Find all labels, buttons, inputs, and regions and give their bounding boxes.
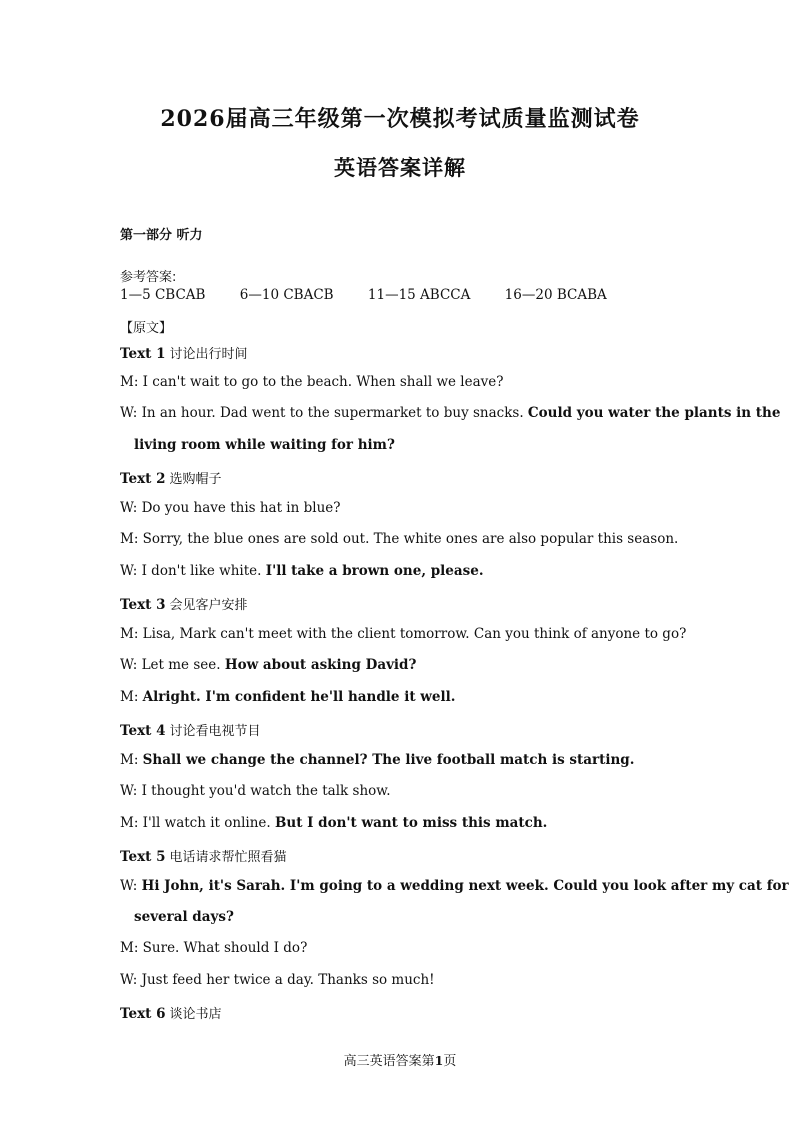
exam-title: 2026届高三年级第一次模拟考试质量监测试卷: [160, 106, 640, 132]
answer-group: 11—15 ABCCA: [367, 287, 471, 303]
dialogue-line: M: Sorry, the blue ones are sold out. The white ones are also popular this season.: [120, 531, 679, 547]
text-heading: Text 4 讨论看电视节目: [120, 723, 261, 739]
dialogue-line: M: I'll watch it online. But I don't want to miss this match.: [120, 815, 548, 831]
dialogue-line-continuation: several days?: [134, 909, 234, 925]
dialogue-line: W: Let me see. How about asking David?: [120, 657, 417, 673]
dialogue-line: M: Shall we change the channel? The live football match is starting.: [120, 752, 635, 768]
dialogue-line: W: I thought you'd watch the talk show.: [120, 783, 391, 799]
dialogue-line: M: Lisa, Mark can't meet with the client tomorrow. Can you think of anyone to go?: [120, 626, 687, 642]
dialogue-line: W: Do you have this hat in blue?: [120, 500, 341, 516]
text-heading: Text 3 会见客户安排: [120, 597, 248, 613]
answer-group: 1—5 CBCAB: [120, 287, 206, 303]
answers-label: 参考答案:: [120, 270, 177, 285]
answer-group: 6—10 CBACB: [239, 287, 334, 303]
text-heading: Text 6 谈论书店: [120, 1006, 222, 1022]
answer-group: 16—20 BCABA: [504, 287, 607, 303]
text-heading: Text 2 选购帽子: [120, 471, 222, 487]
dialogue-line: W: I don't like white. I'll take a brown one, please.: [120, 563, 484, 579]
text-heading: Text 5 电话请求帮忙照看猫: [120, 849, 287, 865]
original-text-label: 【原文】: [120, 321, 173, 336]
dialogue-line: W: In an hour. Dad went to the supermarket to buy snacks. Could you water the plants in the: [120, 405, 781, 421]
dialogue-line: M: Alright. I'm confident he'll handle it well.: [120, 689, 456, 705]
dialogue-line: W: Just feed her twice a day. Thanks so much!: [120, 972, 435, 988]
part1-heading: 第一部分 听力: [120, 228, 203, 243]
text-heading: Text 1 讨论出行时间: [120, 346, 248, 362]
exam-subtitle: 英语答案详解: [334, 155, 466, 180]
dialogue-line: M: I can't wait to go to the beach. When shall we leave?: [120, 374, 504, 390]
dialogue-line-continuation: living room while waiting for him?: [134, 437, 395, 453]
dialogue-line: M: Sure. What should I do?: [120, 940, 308, 956]
page-footer: 高三英语答案第1页: [343, 1053, 457, 1069]
page-number: 1: [434, 1053, 444, 1068]
answer-key-row: [120, 287, 637, 303]
dialogue-line: W: Hi John, it's Sarah. I'm going to a wedding next week. Could you look after my cat for: [120, 878, 789, 894]
